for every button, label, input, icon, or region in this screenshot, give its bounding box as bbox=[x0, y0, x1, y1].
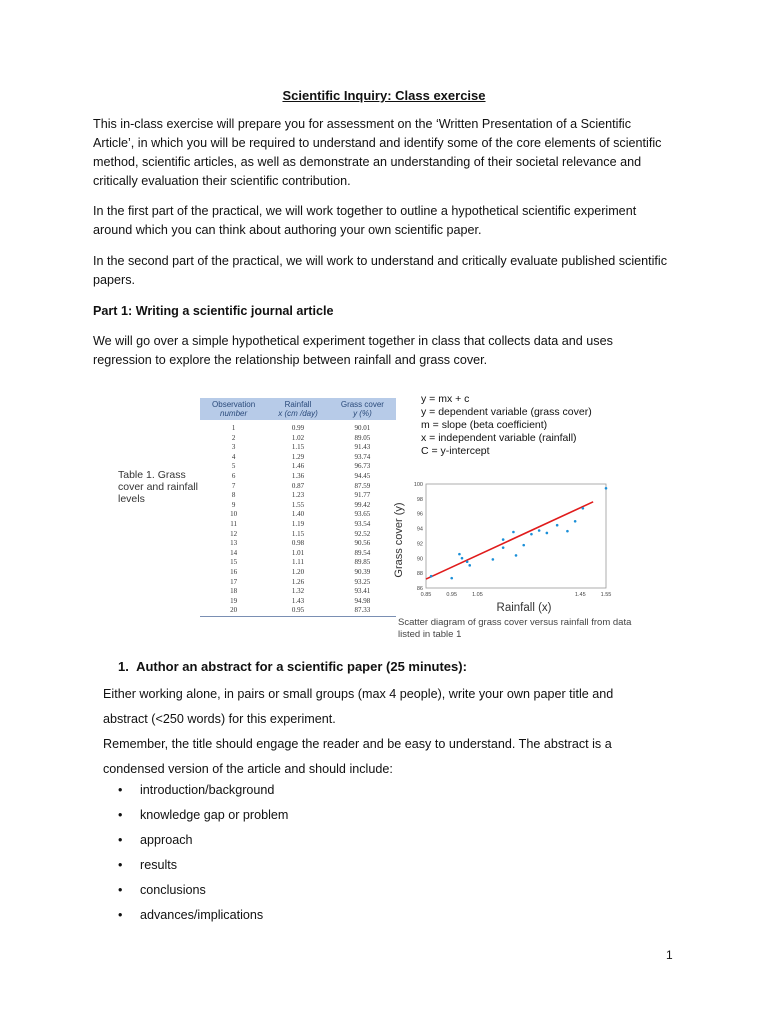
table-cell: 0.95 bbox=[267, 606, 329, 616]
x-tick-label: 0.85 bbox=[420, 592, 432, 598]
data-point bbox=[450, 577, 453, 580]
table-row bbox=[200, 501, 396, 511]
table-body bbox=[200, 420, 396, 616]
table-cell: 1.19 bbox=[291, 519, 305, 528]
table-cell: 7 bbox=[231, 481, 236, 490]
table-cell: 93.65 bbox=[354, 510, 371, 519]
data-point bbox=[574, 520, 577, 523]
y-tick-label: 90 bbox=[416, 556, 423, 563]
table-cell: 1.20 bbox=[291, 567, 305, 576]
table-row bbox=[200, 482, 396, 492]
x-axis-label: Rainfall (x) bbox=[496, 602, 552, 614]
header-main-label: Grass cover bbox=[340, 400, 384, 409]
task1-paragraph-1: Either working alone, in pairs or small groups (max 4 people), write your own paper title and bbox=[103, 687, 614, 701]
table-row bbox=[200, 568, 396, 578]
table-cell: 4 bbox=[231, 452, 236, 461]
table-row bbox=[200, 491, 396, 501]
table-cell: 1.46 bbox=[291, 462, 305, 471]
table-cell: 1.32 bbox=[291, 587, 305, 596]
table-caption: Table 1. Grass cover and rainfall levels bbox=[118, 469, 198, 505]
list-item: • approach bbox=[118, 831, 288, 856]
table-row bbox=[200, 539, 396, 549]
table-header-cell bbox=[329, 398, 396, 420]
table-cell: 1.15 bbox=[291, 529, 305, 538]
part1-paragraph: We will go over a simple hypothetical experiment together in class that collects data and uses regression to explore the relationship between rainfall and grass cover. bbox=[93, 334, 613, 367]
equation-line: C = y-intercept bbox=[421, 445, 490, 457]
list-item: • introduction/background bbox=[118, 781, 288, 806]
table-cell: 1.40 bbox=[291, 510, 305, 519]
table-cell: 1.15 bbox=[291, 443, 305, 452]
table-cell: 90.39 bbox=[354, 567, 371, 576]
table-cell: 1.02 bbox=[291, 433, 305, 442]
table-cell: 17 bbox=[230, 577, 238, 586]
x-tick-label: 1.45 bbox=[574, 592, 586, 598]
data-point bbox=[502, 538, 505, 541]
table-cell: 93.54 bbox=[354, 519, 371, 528]
equation-line: x = independent variable (rainfall) bbox=[421, 432, 577, 444]
x-tick-label: 0.95 bbox=[446, 592, 458, 598]
data-point bbox=[430, 575, 433, 578]
table-cell: 1.11 bbox=[292, 558, 304, 567]
table-cell: 92.52 bbox=[354, 529, 371, 538]
table-row bbox=[200, 453, 396, 463]
table-cell: 20 bbox=[200, 606, 267, 616]
data-point bbox=[461, 557, 464, 560]
equation-line: m = slope (beta coefficient) bbox=[421, 419, 548, 431]
table-row bbox=[200, 578, 396, 588]
table-row bbox=[200, 597, 396, 607]
list-item: • advances/implications bbox=[118, 906, 288, 931]
y-tick-label: 100 bbox=[413, 482, 423, 488]
table-cell: 94.45 bbox=[354, 471, 371, 480]
y-tick-label: 96 bbox=[416, 511, 423, 518]
table-cell: 89.05 bbox=[354, 433, 371, 442]
table-cell: 91.43 bbox=[354, 443, 371, 452]
table-cell: 94.98 bbox=[354, 596, 371, 605]
data-point bbox=[512, 531, 515, 534]
data-point bbox=[605, 487, 608, 490]
header-main-label: Observation bbox=[212, 400, 256, 409]
trend-line bbox=[426, 502, 593, 579]
data-point bbox=[538, 529, 541, 532]
header-sub-label: number bbox=[220, 409, 248, 418]
table-header-row bbox=[200, 398, 396, 420]
data-point bbox=[492, 558, 495, 561]
chart-caption: Scatter diagram of grass cover versus rainfall from data listed in table 1 bbox=[398, 617, 632, 640]
table-row bbox=[200, 472, 396, 482]
table-cell: 3 bbox=[231, 443, 236, 452]
plot-frame bbox=[426, 484, 606, 588]
table-row bbox=[200, 530, 396, 540]
table-cell: 1.26 bbox=[291, 577, 305, 586]
table-cell: 11 bbox=[230, 519, 237, 528]
data-point bbox=[502, 546, 505, 549]
table-row bbox=[200, 520, 396, 530]
table-cell: 19 bbox=[230, 596, 238, 605]
table-cell: 5 bbox=[231, 462, 236, 471]
data-point bbox=[468, 564, 471, 567]
task1-paragraph-2: abstract (<250 words) for this experiment. bbox=[103, 712, 336, 726]
data-point bbox=[530, 533, 533, 536]
table-cell: 1.29 bbox=[291, 452, 305, 461]
table-cell: 0.87 bbox=[291, 481, 305, 490]
table-cell: 15 bbox=[230, 558, 238, 567]
list-item: • knowledge gap or problem bbox=[118, 806, 288, 831]
equation-line: y = dependent variable (grass cover) bbox=[421, 406, 592, 418]
task1-paragraph-3: Remember, the title should engage the reader and be easy to understand. The abstract is a bbox=[103, 737, 612, 751]
table-row bbox=[200, 420, 396, 434]
table-cell: 10 bbox=[230, 510, 238, 519]
header-main-label: Rainfall bbox=[284, 400, 312, 409]
table-cell: 12 bbox=[230, 529, 238, 538]
data-point bbox=[566, 530, 569, 533]
task1-heading: 1. Author an abstract for a scientific paper (25 minutes): bbox=[118, 659, 467, 674]
table-cell: 8 bbox=[231, 491, 236, 500]
table-cell: 1 bbox=[231, 424, 236, 432]
table-cell: 93.41 bbox=[354, 587, 371, 596]
table-cell: 90.01 bbox=[354, 424, 371, 432]
document-title: Scientific Inquiry: Class exercise bbox=[282, 88, 486, 103]
table-cell: 89.54 bbox=[354, 548, 371, 557]
table-row bbox=[200, 587, 396, 597]
table-row bbox=[200, 462, 396, 472]
scatter-chart bbox=[388, 478, 618, 618]
regression-equation bbox=[421, 393, 592, 458]
part1-heading: Part 1: Writing a scientific journal article bbox=[93, 304, 334, 318]
list-item: • results bbox=[118, 856, 288, 881]
table-cell: 14 bbox=[230, 548, 238, 557]
data-point bbox=[522, 544, 525, 547]
table-cell: 16 bbox=[230, 567, 238, 576]
table-row bbox=[200, 510, 396, 520]
header-sub-label: x (cm /day) bbox=[278, 409, 318, 418]
table-cell: 1.43 bbox=[291, 596, 305, 605]
data-point bbox=[466, 560, 469, 563]
table-row bbox=[200, 558, 396, 568]
table-cell: 93.74 bbox=[354, 452, 371, 461]
header-sub-label: y (%) bbox=[353, 409, 372, 418]
table-cell: 6 bbox=[231, 471, 236, 480]
table-cell: 89.85 bbox=[354, 558, 371, 567]
y-tick-label: 98 bbox=[416, 496, 423, 503]
table-row bbox=[200, 443, 396, 453]
equation-line: y = mx + c bbox=[421, 393, 470, 405]
table-header-cell bbox=[267, 398, 329, 420]
x-tick-label: 1.55 bbox=[600, 592, 612, 598]
table-cell: 91.77 bbox=[354, 491, 371, 500]
intro-paragraph-3: In the second part of the practical, we will work to understand and critically evaluate published scientific papers. bbox=[93, 254, 668, 287]
y-tick-label: 92 bbox=[416, 541, 423, 548]
table-cell: 99.42 bbox=[354, 500, 371, 509]
data-point bbox=[546, 532, 549, 535]
table-cell: 1.55 bbox=[291, 500, 305, 509]
table-cell: 87.33 bbox=[329, 606, 396, 616]
table-header-cell bbox=[200, 398, 267, 420]
x-tick-label: 1.05 bbox=[472, 592, 483, 598]
table-row bbox=[200, 434, 396, 444]
intro-paragraph-2: In the first part of the practical, we will work together to outline a hypothetical scientific experiment around which you can think about authoring your own scientific paper. bbox=[93, 204, 637, 237]
data-point bbox=[458, 553, 461, 556]
table-row bbox=[200, 549, 396, 559]
table-cell: 96.73 bbox=[354, 462, 371, 471]
table-cell: 9 bbox=[231, 500, 236, 509]
abstract-elements-list bbox=[118, 781, 288, 931]
table-cell: 93.25 bbox=[354, 577, 371, 586]
data-point bbox=[515, 554, 518, 557]
table-cell: 2 bbox=[231, 433, 236, 442]
table-row bbox=[200, 606, 396, 616]
observation-table bbox=[200, 398, 396, 617]
table-cell: 1.36 bbox=[291, 471, 305, 480]
y-tick-label: 86 bbox=[416, 586, 423, 592]
table-cell: 1.01 bbox=[291, 548, 305, 557]
data-point bbox=[556, 524, 559, 527]
y-axis-label: Grass cover (y) bbox=[393, 502, 405, 578]
table-cell: 87.59 bbox=[354, 481, 371, 490]
y-tick-label: 94 bbox=[416, 526, 423, 533]
data-point bbox=[582, 507, 585, 510]
list-item: • conclusions bbox=[118, 881, 288, 906]
table-cell: 0.99 bbox=[291, 424, 305, 432]
y-tick-label: 88 bbox=[416, 571, 423, 578]
table-cell: 0.98 bbox=[291, 539, 305, 548]
table-cell: 90.56 bbox=[354, 539, 371, 548]
table-cell: 18 bbox=[230, 587, 238, 596]
task1-paragraph-4: condensed version of the article and should include: bbox=[103, 762, 393, 776]
page-number: 1 bbox=[666, 948, 673, 962]
table-cell: 1.23 bbox=[291, 491, 305, 500]
table-cell: 13 bbox=[230, 539, 238, 548]
intro-paragraph-1: This in-class exercise will prepare you for assessment on the ‘Written Presentation of a Scientific Article’, in which you will be required to understand and identify some of the core elements of scientific method, scientific articles, as well as demonstrate an understanding of their societal relevance and critically evaluation their scientific contribution. bbox=[93, 117, 662, 188]
